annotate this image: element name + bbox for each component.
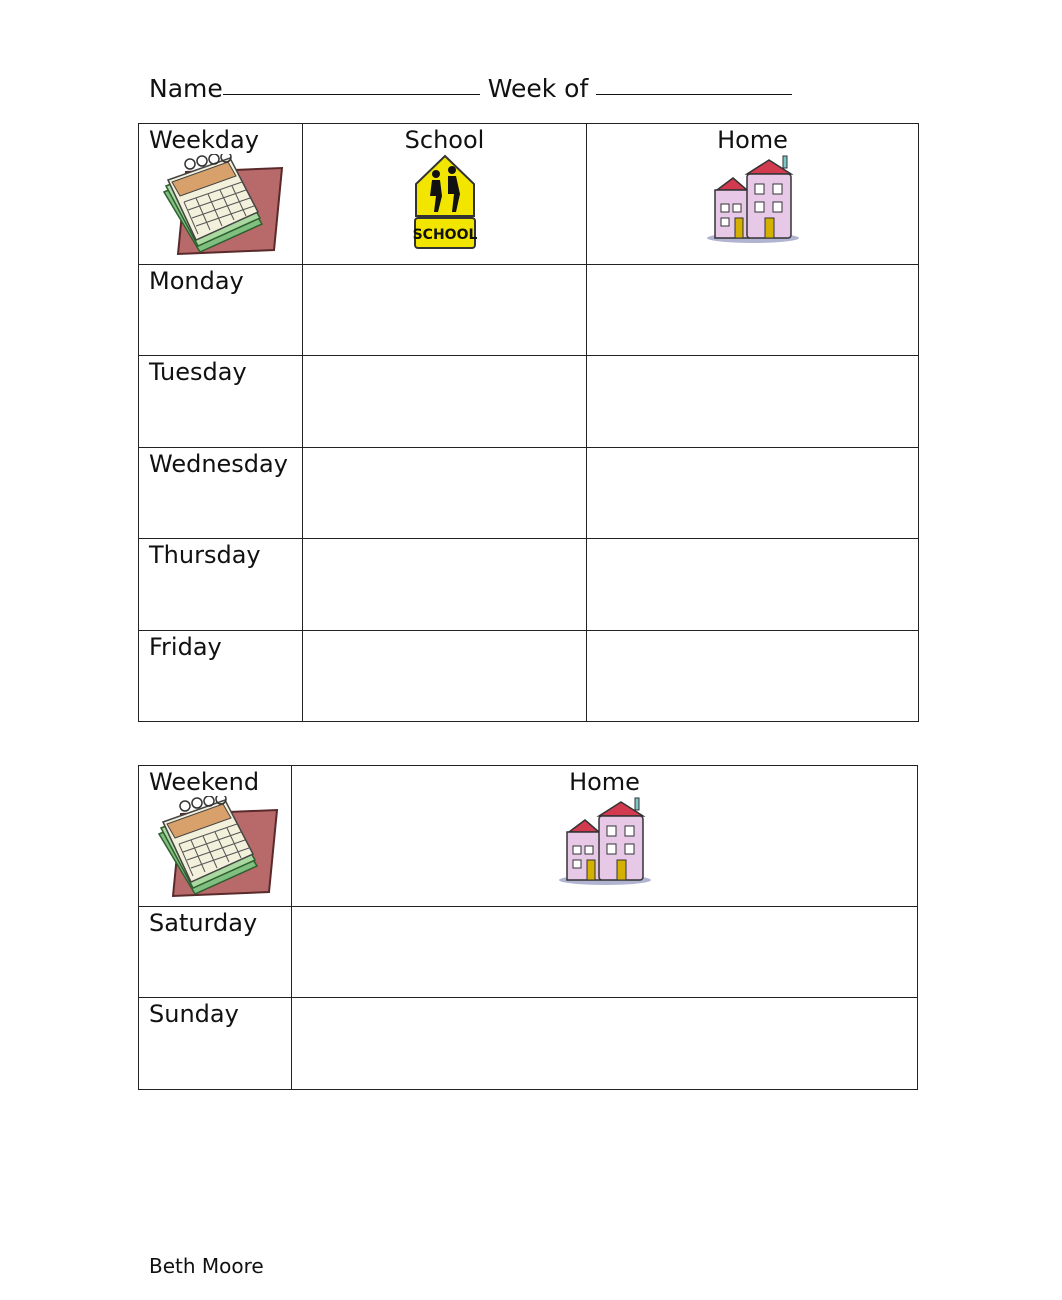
home-entry-cell[interactable]: [292, 998, 918, 1090]
weekend-table: [138, 765, 918, 1090]
table-row: [139, 631, 919, 722]
home-entry-cell[interactable]: [587, 539, 919, 631]
home-entry-cell[interactable]: [587, 631, 919, 722]
school-entry-cell[interactable]: [303, 356, 587, 448]
school-sign-text: SCHOOL: [412, 227, 477, 243]
day-label: Sunday: [149, 1000, 239, 1028]
school-entry-cell[interactable]: [303, 539, 587, 631]
house-icon: [587, 154, 918, 252]
house-icon: [292, 796, 917, 894]
table-row: [139, 448, 919, 539]
week-of-blank-line: [596, 94, 792, 95]
author-credit: Beth Moore: [149, 1254, 264, 1278]
day-cell-saturday: [139, 907, 292, 998]
day-label: Friday: [149, 633, 222, 661]
table-row: [139, 539, 919, 631]
day-cell-thursday: [139, 539, 303, 631]
weekday-table: [138, 123, 919, 722]
school-header-label: School: [404, 126, 485, 154]
weekend-header-row: [139, 766, 918, 907]
day-label: Monday: [149, 267, 244, 295]
day-label: Tuesday: [149, 358, 247, 386]
weekday-header-cell: [139, 124, 303, 265]
calendar-icon: [139, 154, 302, 264]
school-crossing-sign-icon: [303, 154, 586, 256]
home-entry-cell[interactable]: [587, 265, 919, 356]
week-of-label: Week of: [487, 74, 589, 103]
day-cell-sunday: [139, 998, 292, 1090]
home-header-cell: [587, 124, 919, 265]
home-entry-cell[interactable]: [587, 356, 919, 448]
name-label: Name: [149, 74, 223, 103]
table-row: [139, 265, 919, 356]
weekend-header-cell: [139, 766, 292, 907]
school-entry-cell[interactable]: [303, 631, 587, 722]
table-row: [139, 998, 918, 1090]
name-blank-line: [223, 94, 480, 95]
day-label: Thursday: [149, 541, 261, 569]
school-entry-cell[interactable]: [303, 448, 587, 539]
school-header-cell: [303, 124, 587, 265]
weekday-header-label: Weekday: [149, 126, 259, 154]
school-entry-cell[interactable]: [303, 265, 587, 356]
weekend-home-header-label: Home: [569, 768, 640, 796]
day-cell-wednesday: [139, 448, 303, 539]
home-header-label: Home: [717, 126, 788, 154]
table-row: [139, 356, 919, 448]
weekday-header-row: [139, 124, 919, 265]
worksheet-header: [149, 74, 792, 103]
home-entry-cell[interactable]: [587, 448, 919, 539]
weekend-header-label: Weekend: [149, 768, 260, 796]
calendar-icon: [139, 796, 291, 906]
weekend-home-header-cell: [292, 766, 918, 907]
day-label: Wednesday: [149, 450, 288, 478]
day-cell-tuesday: [139, 356, 303, 448]
day-cell-monday: [139, 265, 303, 356]
day-label: Saturday: [149, 909, 258, 937]
day-cell-friday: [139, 631, 303, 722]
home-entry-cell[interactable]: [292, 907, 918, 998]
table-row: [139, 907, 918, 998]
